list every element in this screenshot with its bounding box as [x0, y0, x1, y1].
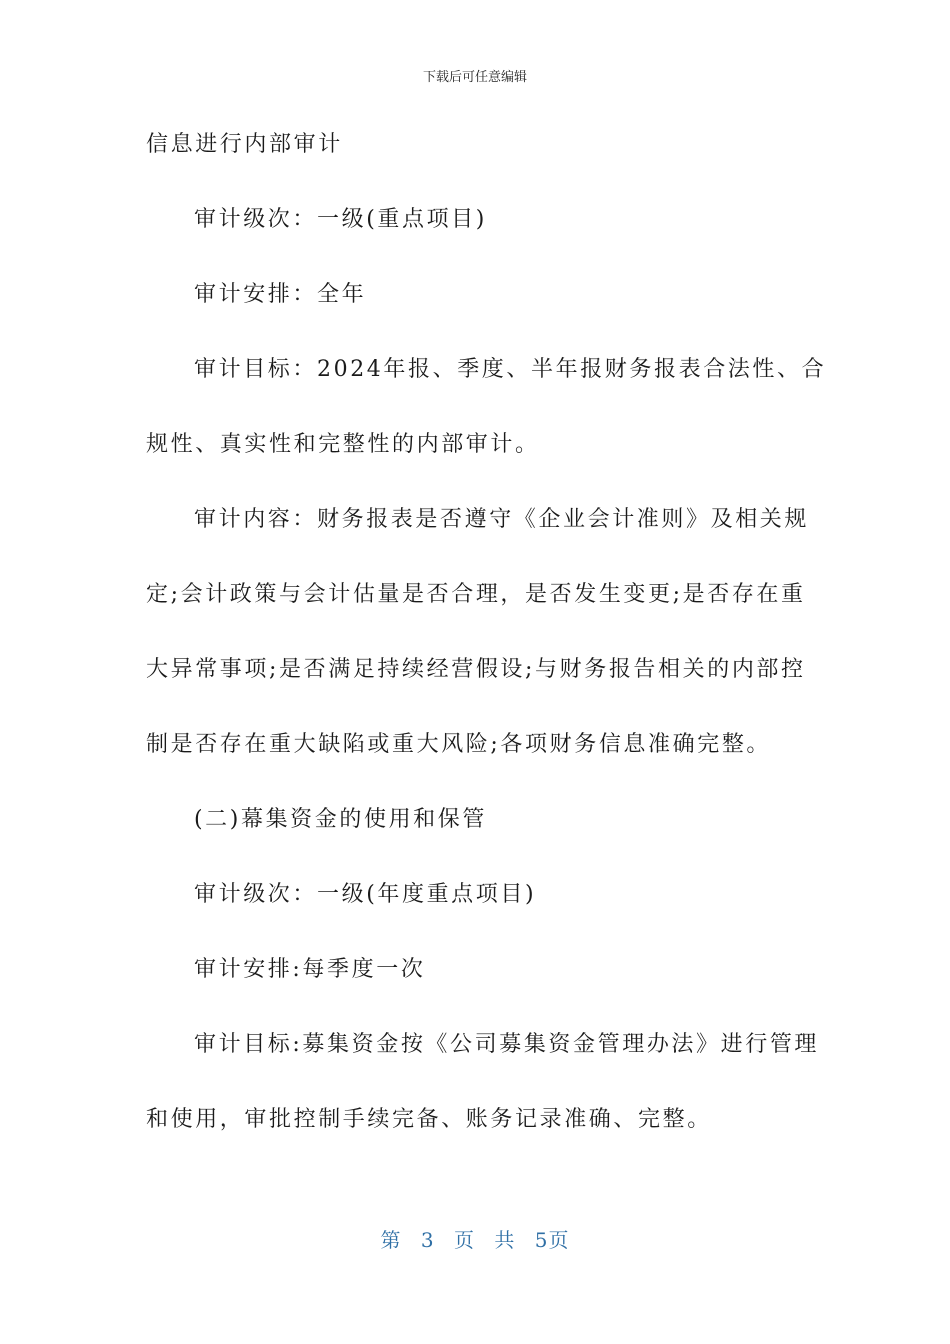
section-heading: (二)幕集资金的使用和保管 — [194, 807, 487, 832]
paragraph-line: 定;会计政策与会计估量是否合理，是否发生变更;是否存在重 — [146, 582, 806, 607]
paragraph-line: 审计安排：全年 — [194, 282, 367, 307]
paragraph-line: 规性、真实性和完整性的内部审计。 — [146, 432, 540, 457]
paragraph-line: 审计目标：2024年报、季度、半年报财务报表合法性、合 — [194, 357, 827, 382]
page-header-note: 下载后可任意编辑 — [422, 70, 527, 85]
paragraph-line: 大异常事项;是否满足持续经营假设;与财务报告相关的内部控 — [146, 657, 806, 682]
current-page-number: 3 — [420, 1228, 435, 1252]
page-word: 页 — [454, 1228, 475, 1252]
page-prefix: 第 — [380, 1228, 402, 1252]
total-word: 共 — [494, 1228, 516, 1252]
paragraph-line: 审计内容：财务报表是否遵守《企业会计准则》及相关规 — [194, 507, 810, 532]
paragraph-line: 制是否存在重大缺陷或重大风险;各项财务信息准确完整。 — [146, 732, 772, 757]
paragraph-line: 审计级次：一级(重点项目) — [194, 207, 487, 232]
paragraph-line: 和使用，审批控制手续完备、账务记录准确、完整。 — [146, 1107, 712, 1132]
paragraph-line: 审计安排:每季度一次 — [194, 957, 426, 982]
paragraph-line: 信息进行内部审计 — [146, 132, 343, 157]
paragraph-line: 审计级次：一级(年度重点项目) — [194, 882, 537, 907]
page-number-footer — [0, 1224, 950, 1253]
document-body — [146, 118, 827, 1168]
total-pages: 5页 — [534, 1228, 570, 1252]
paragraph-line: 审计目标:募集资金按《公司募集资金管理办法》进行管理 — [194, 1032, 820, 1057]
